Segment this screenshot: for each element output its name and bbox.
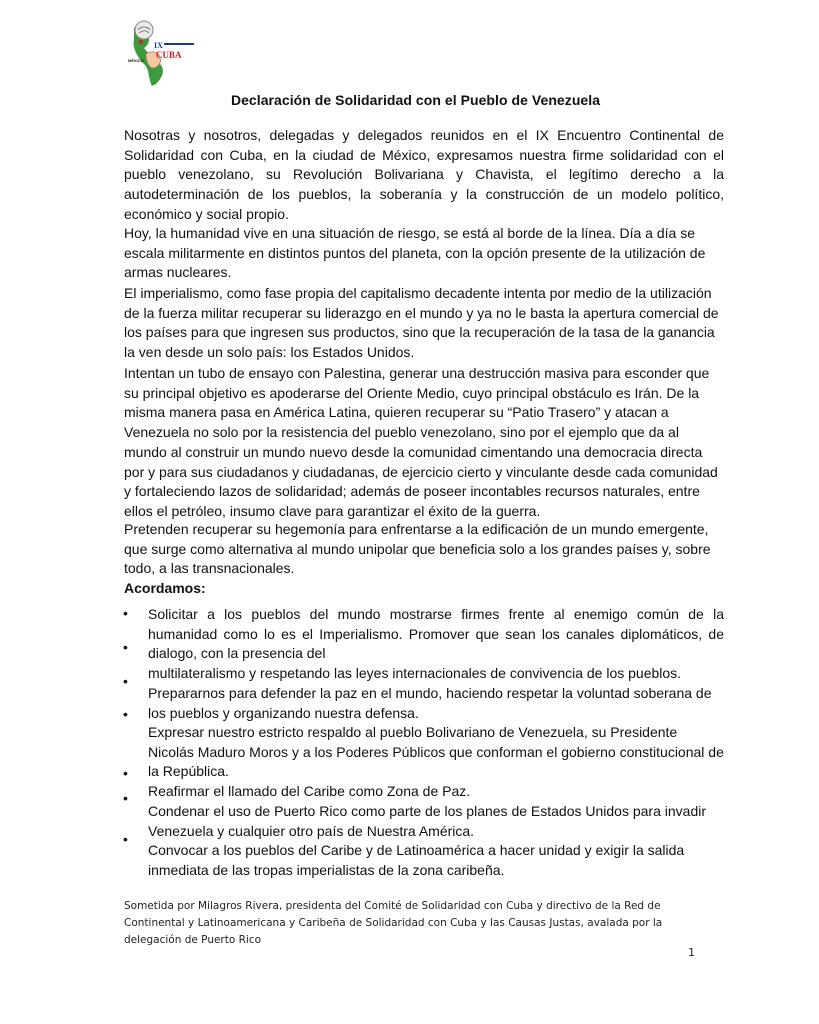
- agreement-item: Reafirmar el llamado del Caribe como Zona de Paz.: [148, 783, 471, 799]
- paragraph-palestine-latam: Intentan un tubo de ensayo con Palestina, generar una destrucción masiva para esconder que su principal objetivo es apoderarse del Oriente Medio, cuyo principal obstáculo es Irán. De la misma manera pasa en América Latina, quieren recuperar su “Patio Trasero” y atacan a Venezuela no solo por la resistencia del pueblo venezolano, sino por el ejemplo que da al mundo al construir un mundo nuevo desde la comunidad cimentando una democracia directa por y para sus ciudadanos y ciudadanas, de ejercicio cierto y vinculante desde cada comunidad y fortaleciendo lazos de solidaridad; además de poseer incontables recursos naturales, entre ellos el petróleo, insumo clave para garantizar el éxito de la guerra.: [124, 365, 718, 519]
- paragraph-intro: Nosotras y nosotros, delegadas y delegados reunidos en el IX Encuentro Continental de Solidaridad con Cuba, en la ciudad de México, expresamos nuestra firme solidaridad con el pueblo venezolano, su Revolución Bolivariana y Chavista, el legítimo derecho a la autodeterminación de los pueblos, la soberanía y la construcción de un modelo político, económico y social propio.: [124, 127, 724, 222]
- bullet-icon: •: [123, 706, 128, 722]
- svg-text:CUBA: CUBA: [156, 50, 182, 60]
- bullet-icon: •: [123, 765, 128, 781]
- bullet-icon: •: [123, 831, 128, 847]
- svg-text:MÉXICO: MÉXICO: [128, 58, 144, 63]
- conference-logo-icon: [126, 18, 198, 88]
- bullet-icon: •: [123, 605, 128, 621]
- bullet-icon: •: [123, 673, 128, 689]
- conference-logo: [126, 18, 198, 88]
- agreement-item: Expresar nuestro estricto respaldo al pueblo Bolivariano de Venezuela, su Presidente Nicolás Maduro Moros y a los Poderes Públicos que conforman el gobierno constitucional de la República.: [148, 724, 724, 779]
- agreement-item: Condenar el uso de Puerto Rico como parte de los planes de Estados Unidos para invadir Venezuela y cualquier otro país de Nuestra América.: [148, 803, 706, 839]
- document-title: Declaración de Solidaridad con el Pueblo de Venezuela: [230, 92, 601, 108]
- page-number: 1: [688, 946, 695, 959]
- agreement-item: multilateralismo y respetando las leyes internacionales de convivencia de los pueblos.: [148, 665, 682, 681]
- bullet-icon: •: [123, 639, 128, 655]
- paragraph-hegemony: Pretenden recuperar su hegemonía para enfrentarse a la edificación de un mundo emergente, que surge como alternativa al mundo unipolar que beneficia solo a los grandes países y, sobre todo, a las transnacionales.: [124, 521, 711, 577]
- agreements-heading: Acordamos:: [124, 580, 206, 596]
- footnote: Sometida por Milagros Rivera, presidenta del Comité de Solidaridad con Cuba y directivo de la Red de Continental y Latinoamericana y Caribeña de Solidaridad con Cuba y las Causas Justas, avalada por la delegación de Puerto Rico: [124, 900, 663, 946]
- paragraph-imperialism: El imperialismo, como fase propia del capitalismo decadente intenta por medio de la utilización de la fuerza militar recuperar su liderazgo en el mundo y ya no le basta la apertura comercial de los países para que ingresen sus productos, sino que la recuperación de la tasa de la ganancia la ven desde un solo país: los Estados Unidos.: [124, 285, 719, 361]
- agreement-item: Prepararnos para defender la paz en el mundo, haciendo respetar la voluntad soberana de los pueblos y organizando nuestra defensa.: [148, 685, 712, 721]
- paragraph-risk: Hoy, la humanidad vive en una situación de riesgo, se está al borde de la línea. Día a día se escala militarmente en distintos puntos del planeta, con la opción presente de la utilización de armas nucleares.: [124, 225, 706, 281]
- agreement-item: Solicitar a los pueblos del mundo mostrarse firmes frente al enemigo común de la humanidad como lo es el Imperialismo. Promover que sean los canales diplomáticos, de dialogo, con la presencia del: [148, 606, 724, 661]
- svg-text:IX: IX: [154, 41, 163, 50]
- bullet-icon: •: [123, 790, 128, 806]
- agreement-item: Convocar a los pueblos del Caribe y de Latinoamérica a hacer unidad y exigir la salida inmediata de las tropas imperialistas de la zona caribeña.: [148, 842, 685, 878]
